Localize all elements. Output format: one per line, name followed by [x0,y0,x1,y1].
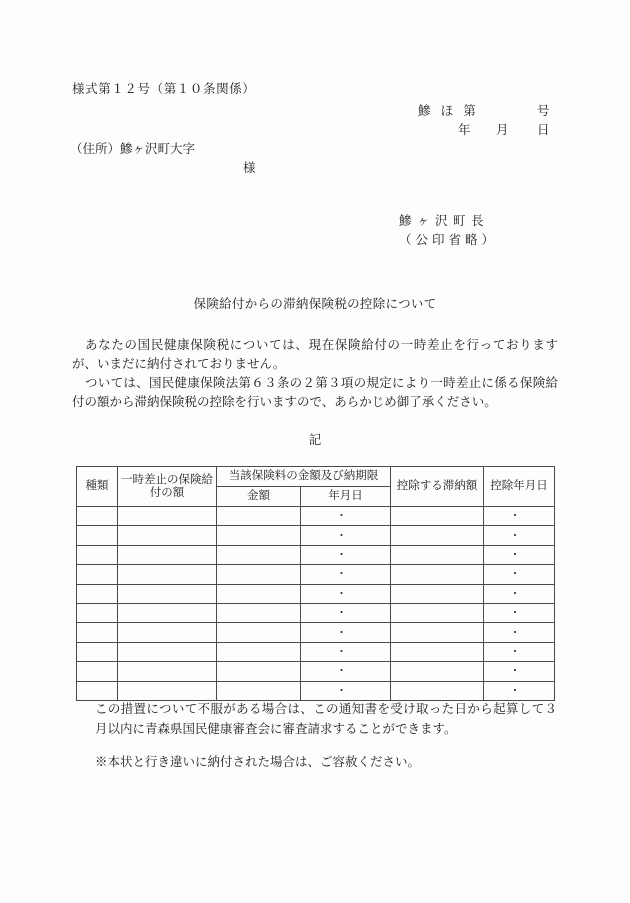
cell-deduction-amount[interactable] [391,662,484,681]
document-number-label: 鰺 ほ 第 [418,104,480,118]
table-row[interactable] [77,603,555,622]
document-number-suffix: 号 [537,104,550,118]
cell-deduction-amount[interactable] [391,642,484,661]
header-kind: 種類 [77,467,118,507]
document-number-line [418,101,558,119]
page-title: 保険給付からの滞納保険税の控除について [193,297,437,311]
cell-deduction-amount[interactable] [391,603,484,622]
date-dots: ・ [336,510,373,523]
cell-suspended-amount[interactable] [118,662,217,681]
body-paragraph-2: ついては、国民健康保険法第６３条の２第３項の規定により一時差止に係る保険給付の額から滞納保険税の控除を行いますので、あらかじめ御了承ください。 [72,376,558,409]
table-row[interactable] [77,662,555,681]
table-row[interactable] [77,642,555,661]
appeal-notice: この措置について不服がある場合は、この通知書を受け取った日から起算して３月以内に青森県国民健康審査会に審査請求することができます。 [95,702,557,736]
date-dots: ・ [336,529,373,542]
table-row[interactable] [77,623,555,642]
cell-suspended-amount[interactable] [118,565,217,584]
cell-deduction-amount[interactable] [391,584,484,603]
cell-deduction-amount[interactable] [391,565,484,584]
cell-premium-due-date[interactable] [301,507,391,526]
table-body [77,507,555,701]
header-deduction-amount: 控除する滞納額 [391,467,484,507]
cell-premium-due-date[interactable] [301,662,391,681]
cell-deduction-date[interactable] [484,642,555,661]
header-premium-group: 当該保険料の金額及び納期限 [217,467,391,487]
cell-kind[interactable] [77,603,118,622]
table-row[interactable] [77,584,555,603]
cell-premium-due-date[interactable] [301,603,391,622]
cell-suspended-amount[interactable] [118,507,217,526]
date-dots: ・ [336,587,373,600]
cell-premium-amount[interactable] [217,681,301,700]
cell-deduction-amount[interactable] [391,545,484,564]
seal-omitted-note: （公印省略） [399,233,499,247]
header-suspended-amount: 一時差止の保険給付の額 [118,467,217,507]
date-dots: ・ [509,665,547,678]
cell-kind[interactable] [77,681,118,700]
deduction-table-wrapper [76,466,555,701]
cell-premium-amount[interactable] [217,623,301,642]
date-dots: ・ [336,607,373,620]
date-dots: ・ [509,568,547,581]
cell-premium-due-date[interactable] [301,545,391,564]
cell-premium-amount[interactable] [217,603,301,622]
cell-suspended-amount[interactable] [118,584,217,603]
cell-premium-amount[interactable] [217,642,301,661]
date-year-label: 年 [458,123,471,137]
table-row[interactable] [77,526,555,545]
cell-suspended-amount[interactable] [118,526,217,545]
date-dots: ・ [336,626,373,639]
cell-deduction-date[interactable] [484,545,555,564]
cell-premium-due-date[interactable] [301,623,391,642]
crossing-payment-note: ※本状と行き違いに納付された場合は、ご容赦ください。 [95,755,421,769]
cell-premium-due-date[interactable] [301,642,391,661]
cell-deduction-date[interactable] [484,662,555,681]
cell-premium-due-date[interactable] [301,584,391,603]
cell-kind[interactable] [77,642,118,661]
cell-kind[interactable] [77,565,118,584]
date-dots: ・ [336,568,373,581]
cell-premium-due-date[interactable] [301,526,391,545]
ki-marker: 記 [308,433,322,447]
date-dots: ・ [509,510,547,523]
table-row[interactable] [77,507,555,526]
date-day-label: 日 [537,123,550,137]
date-dots: ・ [509,645,547,658]
cell-premium-amount[interactable] [217,507,301,526]
cell-kind[interactable] [77,545,118,564]
cell-premium-amount[interactable] [217,526,301,545]
table-row[interactable] [77,565,555,584]
cell-kind[interactable] [77,507,118,526]
cell-deduction-date[interactable] [484,526,555,545]
cell-premium-amount[interactable] [217,584,301,603]
date-dots: ・ [509,587,547,600]
cell-suspended-amount[interactable] [118,623,217,642]
cell-deduction-date[interactable] [484,565,555,584]
recipient-honorific: 様 [243,161,256,175]
cell-deduction-date[interactable] [484,507,555,526]
form-number: 様式第１２号（第１０条関係） [72,82,256,96]
cell-deduction-date[interactable] [484,603,555,622]
cell-deduction-date[interactable] [484,623,555,642]
cell-suspended-amount[interactable] [118,642,217,661]
recipient-address: （住所）鰺ヶ沢町大字 [70,142,196,156]
header-premium-due-date: 年月日 [301,487,391,507]
date-month-label: 月 [496,123,509,137]
cell-premium-amount[interactable] [217,662,301,681]
cell-deduction-amount[interactable] [391,507,484,526]
deduction-table [76,466,555,701]
issuer-name: 鰺ヶ沢町長 [399,214,490,228]
cell-kind[interactable] [77,662,118,681]
cell-deduction-date[interactable] [484,681,555,700]
date-dots: ・ [336,548,373,561]
cell-premium-amount[interactable] [217,545,301,564]
cell-suspended-amount[interactable] [118,603,217,622]
cell-premium-amount[interactable] [217,565,301,584]
cell-kind[interactable] [77,526,118,545]
cell-suspended-amount[interactable] [118,681,217,700]
table-row[interactable] [77,545,555,564]
header-premium-amount: 金額 [217,487,301,507]
cell-premium-due-date[interactable] [301,681,391,700]
date-dots: ・ [336,665,373,678]
date-dots: ・ [509,529,547,542]
cell-suspended-amount[interactable] [118,545,217,564]
cell-kind[interactable] [77,623,118,642]
cell-kind[interactable] [77,584,118,603]
cell-deduction-amount[interactable] [391,681,484,700]
header-deduction-date: 控除年月日 [484,467,555,507]
table-row[interactable] [77,681,555,700]
cell-deduction-date[interactable] [484,584,555,603]
date-dots: ・ [509,626,547,639]
table-header-row-top [77,467,555,487]
date-dots: ・ [509,607,547,620]
date-dots: ・ [509,684,547,697]
body-paragraph-1: あなたの国民健康保険税については、現在保険給付の一時差止を行っておりますが、いまだに納付されておりません。 [72,338,558,371]
date-dots: ・ [509,548,547,561]
cell-premium-due-date[interactable] [301,565,391,584]
date-dots: ・ [336,645,373,658]
cell-deduction-amount[interactable] [391,623,484,642]
cell-deduction-amount[interactable] [391,526,484,545]
date-dots: ・ [336,684,373,697]
